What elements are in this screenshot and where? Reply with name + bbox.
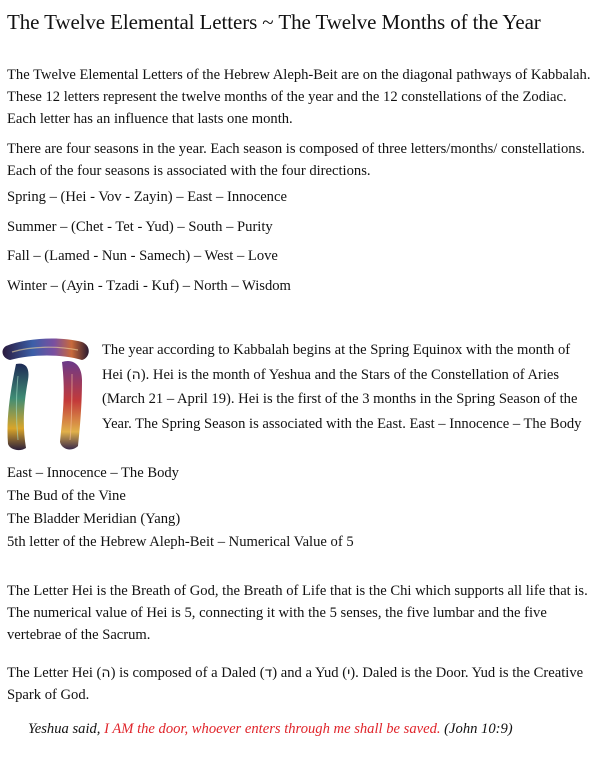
season-spring: Spring – (Hei - Vov - Zayin) – East – Innocence (7, 189, 287, 205)
composition-text-3: ) and a Yud ( (272, 665, 348, 681)
season-winter: Winter – (Ayin - Tzadi - Kuf) – North – Wisdom (7, 278, 291, 294)
page-title: The Twelve Elemental Letters ~ The Twelve Months of the Year (7, 10, 541, 34)
season-summer: Summer – (Chet - Tet - Yud) – South – Purity (7, 219, 273, 235)
composition-text-4: ). Daled is the Door. Yud is the Creative Spark of God. (7, 665, 584, 703)
quote-prefix: Yeshua said, (28, 721, 105, 737)
composition-text-2: ) is composed of a Daled ( (110, 665, 265, 681)
attribute-direction: East – Innocence – The Body (7, 465, 179, 481)
quote-highlight: I AM the door, whoever enters through me shall be saved. (104, 721, 441, 737)
composition-text-1: The Letter Hei ( (7, 665, 102, 681)
scripture-quote (28, 718, 588, 740)
season-fall: Fall – (Lamed - Nun - Samech) – West – Love (7, 248, 278, 264)
hei-month-text-2: ). Hei is the month of Yeshua and the Stars of the Constellation of Aries (March 21 – April 19). Hei is the first of the 3 months in the Spring Season of the Year. The Spring Season is associated with the East. East – Innocence – The Body (102, 366, 582, 432)
composition-paragraph (7, 662, 593, 706)
yud-glyph: י (347, 665, 351, 681)
attribute-numerical-value: 5th letter of the Hebrew Aleph-Beit – Numerical Value of 5 (7, 534, 354, 550)
quote-citation: (John 10:9) (440, 721, 513, 737)
painted-hebrew-letter-het-icon (2, 336, 94, 454)
hei-month-text-1: The year according to Kabbalah begins at the Spring Equinox with the month of Hei ( (102, 342, 571, 383)
attribute-vine: The Bud of the Vine (7, 488, 126, 504)
seasons-intro-paragraph: There are four seasons in the year. Each season is composed of three letters/months/ constellations. Each of the four seasons is associated with the four directions. (7, 141, 585, 179)
daled-glyph: ד (264, 665, 273, 681)
hei-glyph: ה (101, 665, 111, 681)
hei-letter-glyph: ה (131, 366, 141, 383)
intro-paragraph: The Twelve Elemental Letters of the Hebrew Aleph-Beit are on the diagonal pathways of Kabbalah. These 12 letters represent the twelve months of the year and the 12 constellations of the Zodiac. Each letter has an influence that lasts one month. (7, 67, 591, 127)
breath-paragraph: The Letter Hei is the Breath of God, the Breath of Life that is the Chi which supports all life that is. The numerical value of Hei is 5, connecting it with the 5 senses, the five lumbar and the five vertebrae of the Sacrum. (7, 583, 588, 643)
attribute-meridian: The Bladder Meridian (Yang) (7, 511, 181, 527)
hei-month-paragraph (102, 338, 590, 436)
